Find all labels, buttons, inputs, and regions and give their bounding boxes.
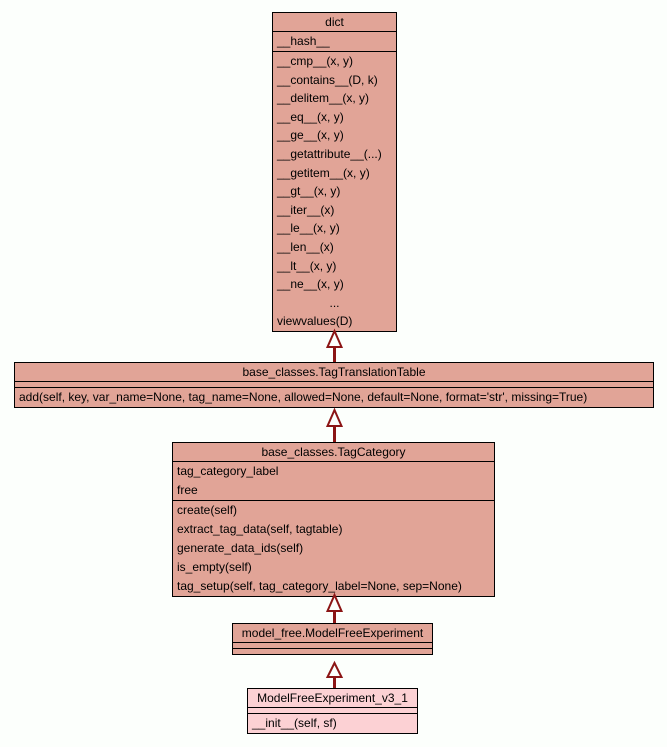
method-row: __le__(x, y) — [277, 221, 340, 236]
method-row: __len__(x) — [277, 239, 334, 254]
method-row: extract_tag_data(self, tagtable) — [177, 522, 343, 536]
class-title-tagcategory: base_classes.TagCategory — [261, 445, 406, 459]
inheritance-arrow-mfe-to-tagcategory — [328, 595, 342, 623]
method-row: is_empty(self) — [177, 560, 252, 574]
method-row: __getattribute__(...) — [277, 146, 382, 161]
class-box-tagtranslationtable — [14, 362, 654, 408]
method-row: __eq__(x, y) — [277, 109, 344, 124]
methods-section — [273, 51, 396, 331]
methods-section-empty — [233, 648, 432, 654]
class-title-tagtranslationtable: base_classes.TagTranslationTable — [242, 365, 426, 379]
class-title-dict: dict — [325, 15, 344, 29]
method-row-ellipsis: ... — [329, 295, 340, 310]
attribute-row: tag_category_label — [177, 464, 279, 478]
attributes-section — [173, 461, 494, 500]
inheritance-arrow-v31-to-mfe — [328, 663, 342, 688]
method-row: __iter__(x) — [277, 202, 335, 217]
methods-section — [248, 713, 417, 733]
method-row: add(self, key, var_name=None, tag_name=None, allowed=None, default=None, format='str', missing=True) — [19, 390, 588, 404]
class-title-modelfreeexperiment: model_free.ModelFreeExperiment — [241, 626, 424, 640]
method-row: __init__(self, sf) — [252, 716, 337, 730]
attribute-row: __hash__ — [277, 34, 330, 48]
method-row: create(self) — [177, 503, 238, 517]
attribute-row: free — [177, 483, 198, 497]
method-row: __delitem__(x, y) — [277, 91, 370, 106]
inheritance-arrow-ttt-to-dict — [328, 331, 342, 362]
class-title-modelfreeexperiment-v3-1: ModelFreeExperiment_v3_1 — [257, 691, 408, 705]
attributes-section — [273, 31, 396, 51]
method-row: __ne__(x, y) — [277, 277, 344, 292]
class-box-modelfreeexperiment — [232, 623, 433, 655]
method-row: __contains__(D, k) — [277, 72, 378, 87]
method-row: generate_data_ids(self) — [177, 541, 304, 555]
method-row: __cmp__(x, y) — [277, 54, 354, 68]
methods-section — [15, 387, 653, 407]
method-row: viewvalues(D) — [277, 314, 353, 329]
class-box-modelfreeexperiment-v3-1 — [247, 688, 418, 734]
methods-section — [173, 500, 494, 596]
class-box-tagcategory — [172, 442, 495, 597]
method-row: __ge__(x, y) — [277, 128, 344, 143]
method-row: tag_setup(self, tag_category_label=None, sep=None) — [177, 579, 462, 593]
method-row: __gt__(x, y) — [277, 184, 341, 199]
method-row: __lt__(x, y) — [277, 258, 337, 273]
inheritance-arrow-tagcategory-to-ttt — [328, 410, 342, 442]
method-row: __getitem__(x, y) — [277, 165, 370, 180]
class-box-dict — [272, 12, 397, 332]
